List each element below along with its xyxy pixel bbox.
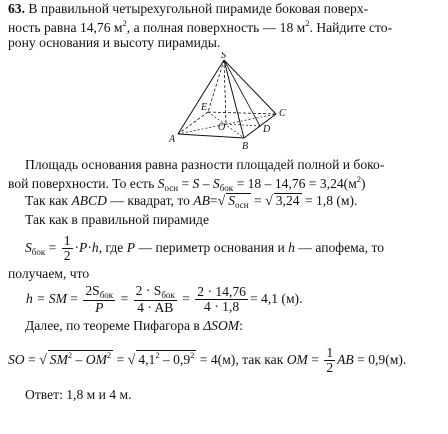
solution-line-9: SO = √ $SM^2 - OM^2$ = √ $4,1^2 - 0,9^2 = 4(м)$, так как OM = $\frac{1}{2}$ AB = 0,9(м). <box>8 345 407 376</box>
label-D: D <box>263 124 271 135</box>
label-E: E <box>201 102 208 113</box>
label-S: S <box>221 52 226 61</box>
solution-line-8: Далее, по теореме Пифагора в ΔSOM: <box>25 318 243 333</box>
label-A: A <box>169 134 176 145</box>
problem-line-2: ность равна 14,76 $м^2$, а полная поверхность — 18 $м^2$. Найдите сто- <box>8 18 393 35</box>
solution-line-5: $S_{бок}$ = $\frac{1}{2}$ ·P·h, где P — периметр основания и h — апофема, то <box>25 233 385 264</box>
problem-number: 63. <box>8 1 25 16</box>
pyramid-figure <box>168 52 298 150</box>
solution-line-3: Так как ABCD — квадрат, то AB=√ $S_{осн}$ = √ 3,24 = 1,8 (м). <box>25 193 358 210</box>
solution-line-1: Площадь основания равна разности площадей полной и боко- <box>25 157 385 172</box>
solution-line-7: h = SM = $\frac{2S_{бок}}{P}$ = $\frac{2 \cdot S_{бок}}{4 \cdot AB}$ = $\frac{2 \cdot 14,76}{4 \cdot 1,8}$ = 4,1 (м). <box>26 283 303 316</box>
solution-line-4: Так как в правильной пирамиде <box>25 212 209 227</box>
problem-line-3: рону основания и высоту пирамиды. <box>8 35 221 50</box>
solution-line-2: вой поверхности. То есть $S_{осн} = S - S_{бок} = 18 - 14,76 = 3,24(м^2)$ <box>8 174 366 193</box>
solution-line-6: получаем, что <box>8 266 90 281</box>
label-C: C <box>279 108 286 119</box>
label-O: O <box>218 122 226 133</box>
label-B: B <box>242 141 249 150</box>
answer: Ответ: 1,8 м и 4 м. <box>25 387 132 402</box>
problem-line-1: 63. В правильной четырехугольной пирамиде боковая поверх- <box>8 1 369 16</box>
